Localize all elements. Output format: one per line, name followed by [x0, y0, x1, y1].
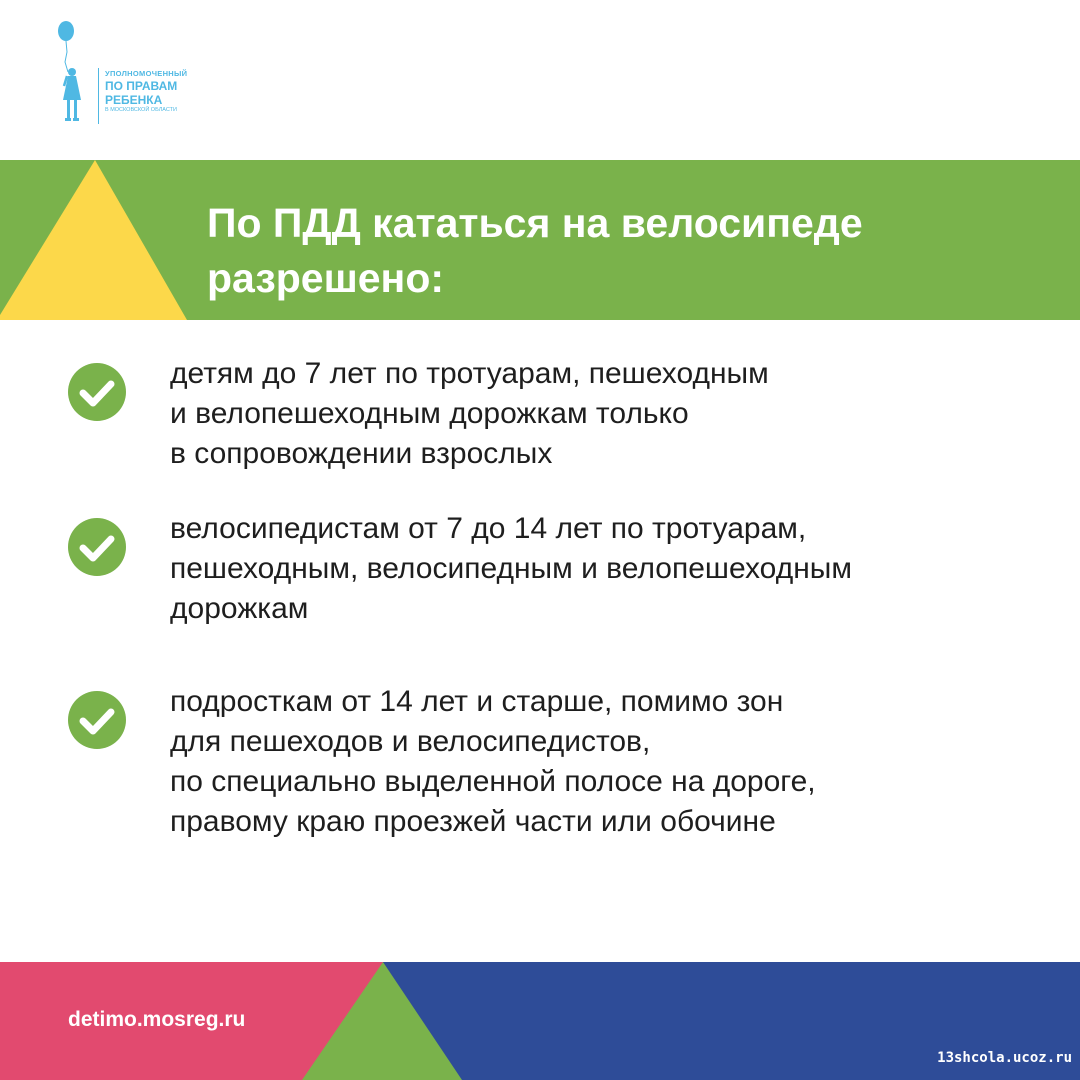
checkmark-icon [67, 362, 127, 422]
logo-line-2: ПО ПРАВАМ [105, 78, 178, 93]
list-item-text: детям до 7 лет по тротуарам, пешеходным и велопешеходным дорожкам только в сопровождении взрослых [170, 357, 769, 470]
website-link[interactable]: detimo.mosreg.ru [68, 1008, 246, 1031]
logo-line-4: В МОСКОВСКОЙ ОБЛАСТИ [105, 106, 177, 113]
logo-divider [98, 68, 99, 124]
page-title: По ПДД кататься на велосипеде разрешено: [207, 200, 863, 301]
checkmark-icon [67, 517, 127, 577]
logo-line-3: РЕБЕНКА [105, 92, 163, 107]
watermark: 13shcola.ucoz.ru [937, 1050, 1072, 1066]
logo-text [105, 70, 187, 113]
girl-with-balloon-icon [52, 18, 102, 128]
list-item-text: подросткам от 14 лет и старше, помимо зон для пешеходов и велосипедистов, по специально выделенной полосе на дороге, правому краю проезжей части или обочине [170, 685, 816, 838]
logo [52, 18, 212, 128]
checkmark-icon [67, 690, 127, 750]
yellow-triangle-decoration [0, 160, 190, 320]
list-item-text: велосипедистам от 7 до 14 лет по тротуарам, пешеходным, велосипедным и велопешеходным дорожкам [170, 512, 852, 625]
logo-line-1: УПОЛНОМОЧЕННЫЙ [105, 69, 188, 78]
